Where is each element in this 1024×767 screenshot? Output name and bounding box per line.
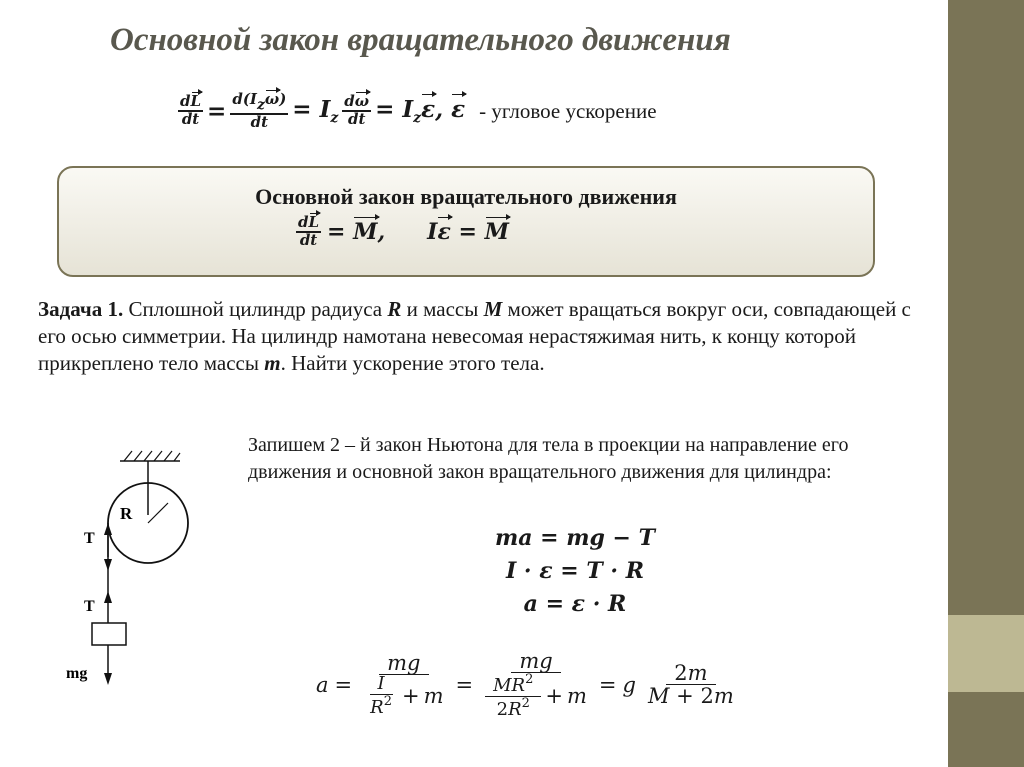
- mass-block: [92, 623, 126, 645]
- fraction-dw-dt: $\frac{d\omega}{dt}$: [344, 92, 370, 129]
- side-accent-block: [948, 615, 1024, 692]
- task-text: [38, 296, 938, 377]
- fraction-final-2: mg $\frac{MR^2}{2R^2}$ + m: [479, 650, 593, 720]
- task-var-M: M: [483, 297, 503, 321]
- tension-label-bottom: T: [84, 598, 95, 615]
- law-box-equations: $\frac{dL}{dt}$ = M, Iε = M: [298, 213, 509, 249]
- tension-arrow-down-icon: [104, 559, 112, 571]
- fraction-dIw-dt: $\frac{\text{d(Izω)}}{dt}$: [232, 90, 287, 131]
- law-box-title: Основной закон вращательного движения: [255, 184, 677, 209]
- cylinder-diagram: [60, 445, 200, 695]
- task-text-3: может вращаться вокруг оси, совпадающей с его осью симметрии. На цилиндр намотана невесомая нерастяжимая нить, к концу которой прикреплено тело массы: [38, 297, 911, 375]
- fraction-dL-dt-box: $\frac{dL}{dt}$: [298, 213, 320, 249]
- fraction-final-1: mg $\frac{I}{R^2}$ + m: [370, 651, 444, 718]
- task-text-1: Сплошной цилиндр радиуса: [123, 297, 388, 321]
- fraction-dL-dt: $\frac{dL}{dt}$: [180, 92, 202, 129]
- task-var-m: m: [264, 351, 281, 375]
- tension-label-top: T: [84, 530, 95, 547]
- slide-title: Основной закон вращательного движения: [110, 22, 731, 58]
- equation-kinematic: a = ε · R: [523, 591, 627, 617]
- radius-label: R: [120, 504, 133, 523]
- task-text-2: и массы: [401, 297, 484, 321]
- angular-momentum-equation: $\frac{dL}{dt}$ = $\frac{\text{d(Izω)}}{dt}$ = $I_z$ $\frac{d\omega}{dt}$ = $I_z\varepsilon$, ε - угловое ускорение: [180, 90, 657, 131]
- tension-arrow-up-icon: [104, 523, 112, 535]
- gravity-label: mg: [66, 665, 88, 682]
- angular-acceleration-note: - угловое ускорение: [479, 98, 657, 123]
- solution-text: Запишем 2 – й закон Ньютона для тела в проекции на направление его движения и основной закон вращательного движения для цилиндра:: [248, 434, 849, 483]
- task-text-4: . Найти ускорение этого тела.: [280, 351, 545, 375]
- final-formula: a = mg $\frac{I}{R^2}$ + m = mg $\frac{MR^2}{2R^2}$ + m = g $\frac{2m}{M + 2m}$: [316, 650, 740, 720]
- gravity-arrow-icon: [104, 673, 112, 685]
- radius-line: [148, 503, 168, 523]
- fraction-final-3: $\frac{2m}{M + 2m}$: [647, 661, 734, 709]
- equation-rotation: I · ε = T · R: [505, 558, 645, 584]
- equation-system: [470, 522, 680, 621]
- task-label: Задача 1.: [38, 297, 124, 321]
- equation-newton: ma = mg − T: [494, 525, 656, 551]
- task-var-R: R: [387, 297, 402, 321]
- tension-arrow-up-lower-icon: [104, 591, 112, 603]
